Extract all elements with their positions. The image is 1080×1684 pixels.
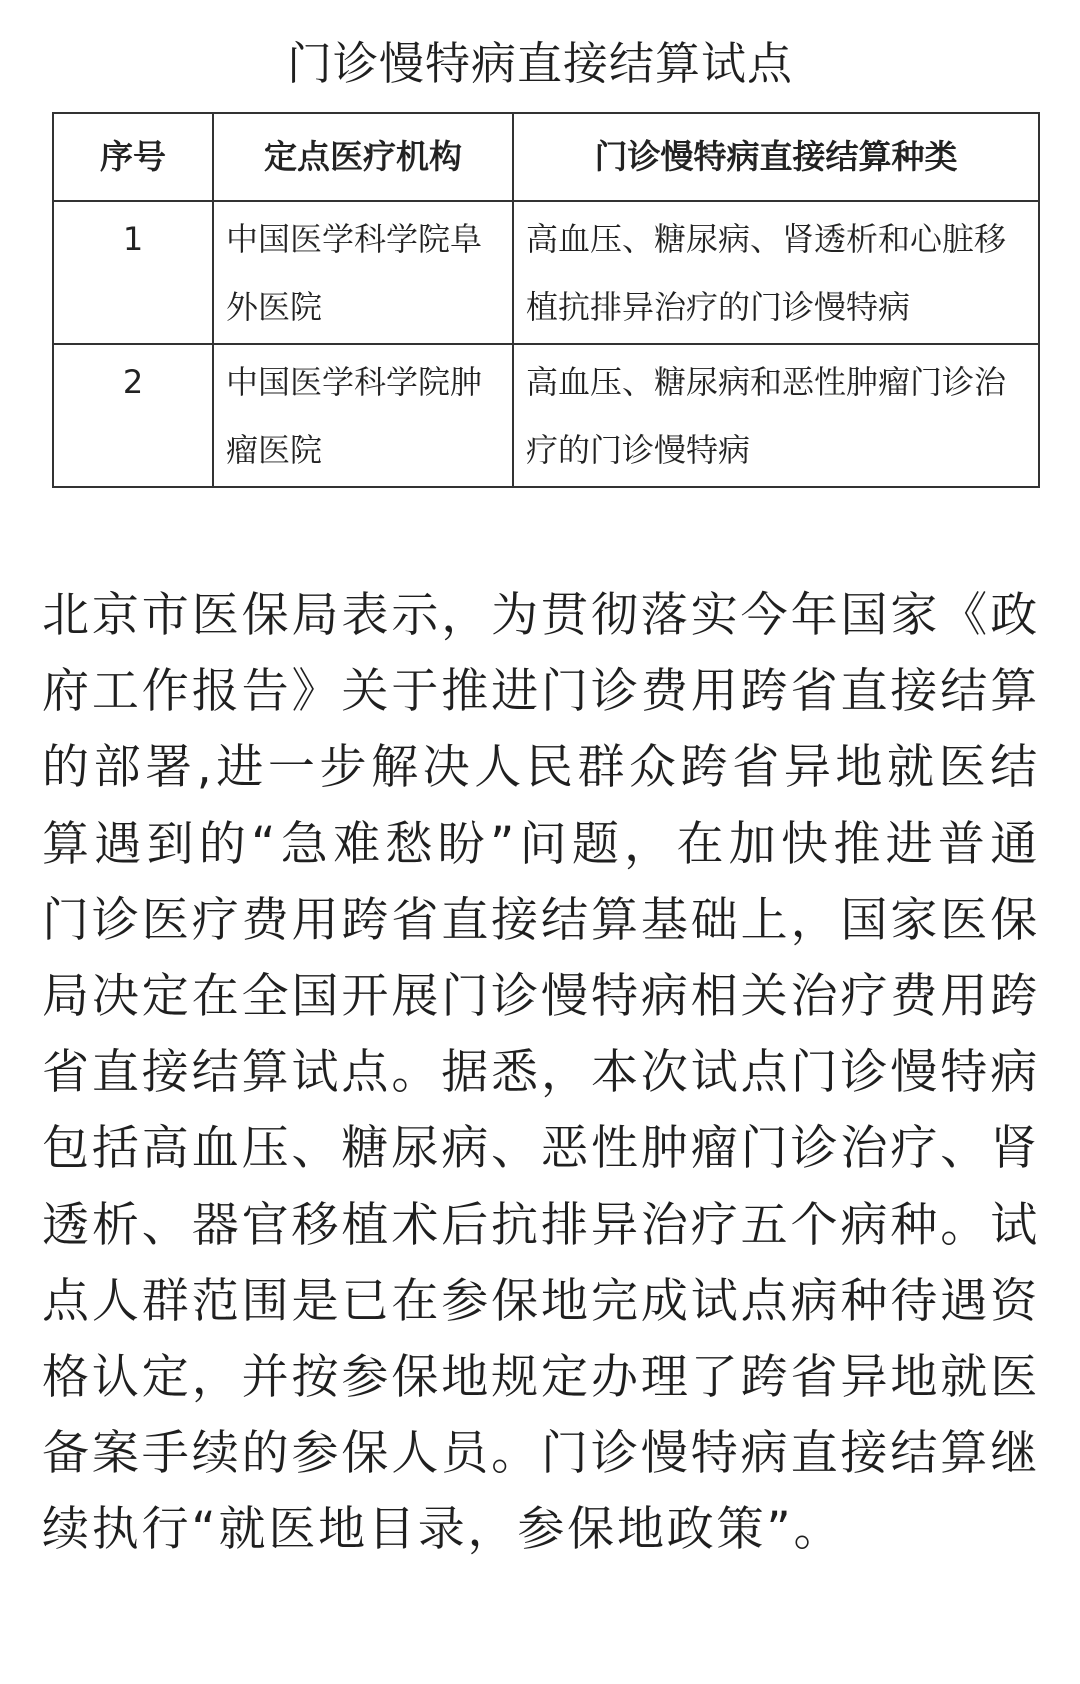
table-row: [53, 201, 1039, 344]
row-settlement-types: 高血压、糖尿病、肾透析和心脏移植抗排异治疗的门诊慢特病: [513, 201, 1039, 344]
row-settlement-types: 高血压、糖尿病和恶性肿瘤门诊治疗的门诊慢特病: [513, 344, 1039, 487]
page-title: 门诊慢特病直接结算试点: [286, 37, 793, 90]
header-index: 序号: [53, 113, 213, 201]
pilot-table-container: [52, 112, 1038, 488]
pilot-table: [52, 112, 1040, 488]
row-index: 1: [53, 201, 213, 344]
header-institution: 定点医疗机构: [213, 113, 513, 201]
body-paragraph: 北京市医保局表示，为贯彻落实今年国家《政府工作报告》关于推进门诊费用跨省直接结算的部署,进一步解决人民群众跨省异地就医结算遇到的“急难愁盼”问题，在加快推进普通门诊医疗费用跨省直接结算基础上，国家医保局决定在全国开展门诊慢特病相关治疗费用跨省直接结算试点。据悉，本次试点门诊慢特病包括高血压、糖尿病、恶性肿瘤门诊治疗、肾透析、器官移植术后抗排异治疗五个病种。试点人群范围是已在参保地完成试点病种待遇资格认定，并按参保地规定办理了跨省异地就医备案手续的参保人员。门诊慢特病直接结算继续执行“就医地目录，参保地政策”。: [42, 588, 1040, 1558]
header-settlement-types: 门诊慢特病直接结算种类: [513, 113, 1039, 201]
row-index: 2: [53, 344, 213, 487]
table-header-row: [53, 113, 1039, 201]
table-row: [53, 344, 1039, 487]
row-institution: 中国医学科学院肿瘤医院: [213, 344, 513, 487]
row-institution: 中国医学科学院阜外医院: [213, 201, 513, 344]
